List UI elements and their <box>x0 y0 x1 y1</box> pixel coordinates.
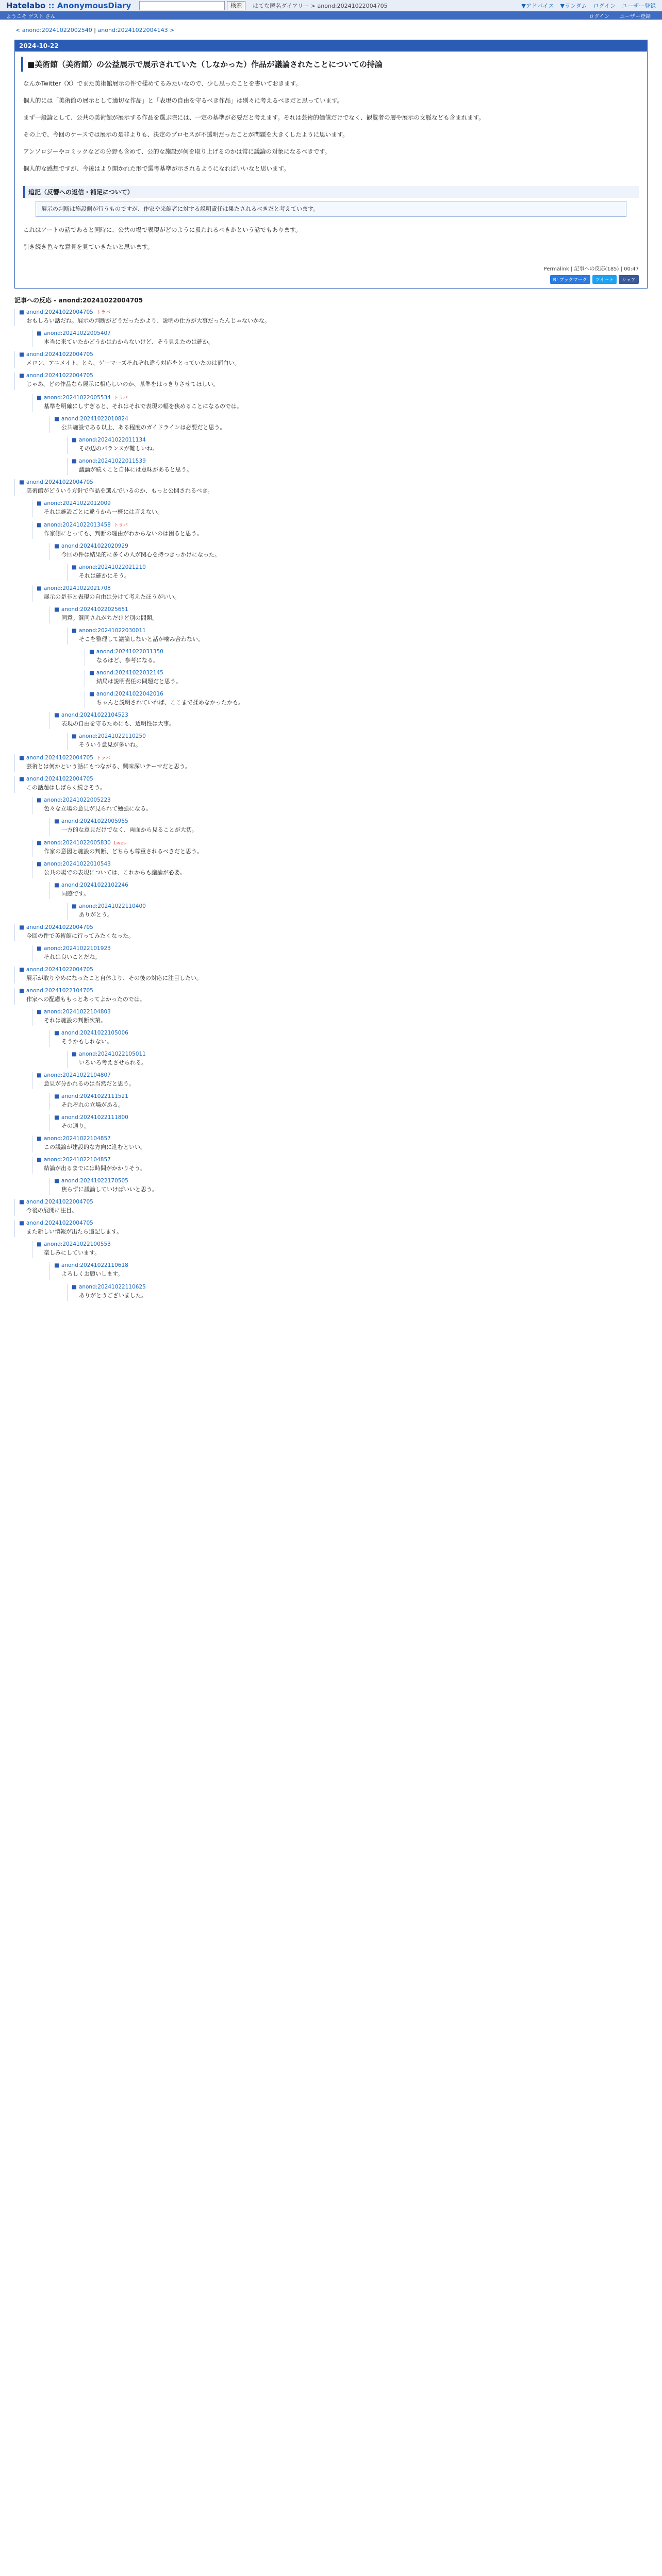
comment-text: それは施設ごとに違うから一概には言えない。 <box>44 508 163 515</box>
comment-text: 展示の是非と表現の自由は分けて考えたほうがいい。 <box>44 593 180 600</box>
bullet-icon: ■ <box>37 1157 42 1163</box>
comment-text: 本当に来ていたかどうかはわからないけど、そう見えたのは確か。 <box>44 338 214 346</box>
bullet-icon: ■ <box>54 712 59 719</box>
bullet-icon: ■ <box>54 1178 59 1184</box>
bullet-icon: ■ <box>37 839 42 846</box>
bullet-icon: ■ <box>19 987 24 994</box>
comment-text: 作家への配慮ももっとあってよかったのでは。 <box>26 995 145 1003</box>
comment-link[interactable]: anond:20241022110625 <box>78 1283 146 1290</box>
bookmark-share-button[interactable]: B! ブックマーク <box>550 275 590 284</box>
comment-tree <box>14 309 648 1300</box>
comment-link[interactable]: anond:20241022025651 <box>61 606 128 613</box>
comment-link[interactable]: anond:20241022110618 <box>61 1262 128 1269</box>
bullet-icon: ■ <box>72 436 77 443</box>
comment-text: 芸術とは何かという話にもつながる、興味深いテーマだと思う。 <box>26 763 191 770</box>
logo-main: Hatelabo <box>6 1 46 10</box>
bullet-icon: ■ <box>89 670 94 676</box>
comment <box>14 967 648 984</box>
comment-link[interactable]: anond:20241022005223 <box>43 797 111 804</box>
top-header <box>0 0 662 11</box>
comment-link[interactable]: anond:20241022004705 <box>26 924 93 930</box>
article-paragraph: これはアートの話であると同時に、公共の場で表現がどのように扱われるべきかという話でもあります。 <box>23 226 302 234</box>
comment-tag: トラバ <box>96 756 110 761</box>
comment-link[interactable]: anond:20241022005534 <box>43 394 111 401</box>
comment <box>14 754 648 772</box>
comment-text: また新しい情報が出たら追記します。 <box>26 1228 123 1235</box>
comment-link[interactable]: anond:20241022020929 <box>61 543 128 549</box>
comment-text: 楽しみにしています。 <box>44 1249 101 1257</box>
comment <box>49 606 648 623</box>
bullet-icon: ■ <box>19 1199 24 1206</box>
header-link-advice[interactable]: ▼アドバイス <box>521 2 554 9</box>
article-title[interactable]: ■美術館（美術館）の公益展示で展示されていた（しなかった）作品が議論されたことについての持論 <box>21 57 641 72</box>
comment-link[interactable]: anond:20241022021708 <box>43 585 111 591</box>
bullet-icon: ■ <box>19 1220 24 1227</box>
comment <box>49 416 648 433</box>
comment <box>49 1030 648 1047</box>
article <box>14 40 648 289</box>
comment <box>14 1220 648 1237</box>
comment-text: 公共施設である以上、ある程度のガイドラインは必要だと思う。 <box>61 423 226 431</box>
comment-text: 今回の件は結果的に多くの人が関心を持つきっかけになった。 <box>61 551 220 558</box>
sub-register-link[interactable]: ユーザー登録 <box>620 13 651 20</box>
article-footer[interactable]: Permalink | 記事への反応(185) | 00:47 <box>543 266 639 273</box>
comment-text: 今後の展開に注目。 <box>26 1207 77 1214</box>
comment-tag: Lives <box>113 840 126 846</box>
welcome-suffix: さん <box>45 13 56 20</box>
bullet-icon: ■ <box>19 309 24 316</box>
comment <box>32 1072 648 1089</box>
comment-text: 一方的な意見だけでなく、両面から見ることが大切。 <box>61 826 197 834</box>
comment-text: それは良いことだね。 <box>44 953 101 960</box>
comment-text: メロン、アニメイト、とら、ゲーマーズそれぞれ違う対応をとっていたのは面白い。 <box>26 360 240 367</box>
comment-link[interactable]: anond:20241022105011 <box>78 1050 146 1057</box>
prev-entry-link[interactable]: < anond:20241022002540 <box>15 27 92 33</box>
bullet-icon: ■ <box>19 351 24 358</box>
comment <box>32 521 648 539</box>
bullet-icon: ■ <box>54 882 59 888</box>
comment <box>14 776 648 793</box>
comment <box>32 1136 648 1153</box>
comment-link[interactable]: anond:20241022004705 <box>26 966 93 973</box>
comment-link[interactable]: anond:20241022030011 <box>78 628 146 634</box>
comment-tag: トラバ <box>113 522 128 528</box>
comment-text: ありがとうございました。 <box>79 1292 147 1299</box>
welcome-user: ゲスト <box>28 13 44 20</box>
bullet-icon: ■ <box>54 1262 59 1269</box>
comment-link[interactable]: anond:20241022042016 <box>96 691 163 698</box>
comment-link[interactable]: anond:20241022005407 <box>43 330 111 337</box>
comment <box>32 1157 648 1174</box>
comment-text: それは確かにそう。 <box>79 572 130 579</box>
article-paragraph: なんかTwitter（X）でまた美術館展示の件で揉めてるみたいなので、少し思ったことを書いておきます。 <box>23 80 302 87</box>
bullet-icon: ■ <box>54 606 59 613</box>
comment-link[interactable]: anond:20241022032145 <box>96 670 163 676</box>
bullet-icon: ■ <box>72 733 77 740</box>
share-buttons <box>15 275 647 288</box>
comment <box>14 351 648 368</box>
comment-link[interactable]: anond:20241022004705 <box>26 1220 93 1227</box>
article-paragraph: その上で、今回のケースでは展示の是非よりも、決定のプロセスが不透明だったことが問題を大きくしたように思います。 <box>23 130 349 138</box>
comment-link[interactable]: anond:20241022011539 <box>78 457 146 464</box>
comment <box>67 564 648 581</box>
sub-bar <box>0 11 662 20</box>
comment-link[interactable]: anond:20241022104857 <box>43 1157 111 1163</box>
comment-link[interactable]: anond:20241022021210 <box>78 564 146 570</box>
header-link-register[interactable]: ユーザー登録 <box>622 2 656 9</box>
bullet-icon: ■ <box>37 500 42 506</box>
bullet-icon: ■ <box>37 945 42 952</box>
comment-link[interactable]: anond:20241022004705 <box>26 372 93 379</box>
bullet-icon: ■ <box>37 797 42 804</box>
comment-text: 今回の件で美術館に行ってみたくなった。 <box>26 932 134 939</box>
article-paragraph: 引き続き色々な意見を見ていきたいと思います。 <box>23 243 154 251</box>
comment <box>49 712 648 729</box>
comment-link[interactable]: anond:20241022170505 <box>61 1178 128 1184</box>
comment <box>32 1009 648 1026</box>
comment-text: 色々な立場の意見が見られて勉強になる。 <box>44 805 152 812</box>
comment <box>32 797 648 814</box>
header-link-login[interactable]: ログイン <box>593 2 616 9</box>
comment <box>85 691 648 708</box>
comment-text: そういう意見が多いね。 <box>79 741 141 749</box>
bullet-icon: ■ <box>54 543 59 549</box>
logo-sub: AnonymousDiary <box>57 1 131 10</box>
comment-link[interactable]: anond:20241022102246 <box>61 882 128 888</box>
comment <box>67 628 648 645</box>
next-entry-link[interactable]: anond:20241022004143 > <box>97 27 175 33</box>
comment <box>49 818 648 835</box>
prev-next-nav: < anond:20241022002540 | anond:20241022004143 > <box>15 27 175 33</box>
comment <box>49 1093 648 1110</box>
bullet-icon: ■ <box>37 1008 42 1015</box>
comment-text: よろしくお願いします。 <box>61 1270 124 1278</box>
bullet-icon: ■ <box>37 585 42 591</box>
comment <box>49 543 648 560</box>
comment-link[interactable]: anond:20241022110400 <box>78 903 146 909</box>
comment-link[interactable]: anond:20241022110250 <box>78 733 146 740</box>
comment-text: 同感です。 <box>61 890 90 897</box>
bullet-icon: ■ <box>72 903 77 909</box>
comment <box>32 500 648 517</box>
comment <box>14 372 648 389</box>
comment-text: 作家側にとっても、判断の理由がわからないのは困ると思う。 <box>44 530 203 537</box>
comment-link[interactable]: anond:20241022004705 <box>26 351 93 358</box>
bullet-icon: ■ <box>37 860 42 867</box>
comment <box>32 330 648 347</box>
comment-link[interactable]: anond:20241022104523 <box>61 712 128 719</box>
comment-link[interactable]: anond:20241022104857 <box>43 1136 111 1142</box>
comment-link[interactable]: anond:20241022104705 <box>26 987 93 994</box>
comment-text: この議論が建設的な方向に進むといい。 <box>44 1144 146 1151</box>
comment <box>14 479 648 496</box>
comment-link[interactable]: anond:20241022100553 <box>43 1241 111 1248</box>
bullet-icon: ■ <box>54 1093 59 1100</box>
comment-text: 議論が続くこと自体には意味があると思う。 <box>79 466 192 473</box>
responses-title: 記事への反応 - anond:20241022004705 <box>14 297 143 304</box>
bullet-icon: ■ <box>54 415 59 422</box>
comment-link[interactable]: anond:20241022105006 <box>61 1029 128 1036</box>
article-body <box>15 75 647 183</box>
bullet-icon: ■ <box>19 924 24 930</box>
bullet-icon: ■ <box>72 564 77 570</box>
bullet-icon: ■ <box>37 394 42 401</box>
bullet-icon: ■ <box>37 1136 42 1142</box>
sub-login-link[interactable]: ログイン <box>589 13 609 20</box>
article-body-after <box>15 221 647 261</box>
comment <box>49 1262 648 1279</box>
bullet-icon: ■ <box>72 1050 77 1057</box>
facebook-share-button[interactable]: シェア <box>619 275 639 284</box>
comment-link[interactable]: anond:20241022104803 <box>43 1008 111 1015</box>
bullet-icon: ■ <box>19 372 24 379</box>
welcome-prefix: ようこそ <box>6 13 27 20</box>
comment <box>32 585 648 602</box>
comment <box>14 1199 648 1216</box>
comment-text: 公共の場での表現については、これからも議論が必要。 <box>44 869 186 876</box>
tweet-share-button[interactable]: ツイート <box>592 275 617 284</box>
comment <box>67 1051 648 1068</box>
bullet-icon: ■ <box>19 776 24 783</box>
article-paragraph: まず一般論として、公共の美術館が展示する作品を選ぶ際には、一定の基準が必要だと考えます。それは芸術的価値だけでなく、観覧者の層や展示の文脈なども含まれます。 <box>23 113 485 121</box>
comment-link[interactable]: anond:20241022104807 <box>43 1072 111 1079</box>
comment-text: それぞれの立場がある。 <box>61 1101 124 1109</box>
comment-link[interactable]: anond:20241022013458 <box>43 521 111 528</box>
comment-link[interactable]: anond:20241022004705 <box>26 755 93 761</box>
comment <box>67 437 648 454</box>
comment-text: 美術館がどういう方針で作品を選んでいるのか、もっと公開されるべき。 <box>26 487 213 494</box>
bullet-icon: ■ <box>72 457 77 464</box>
bullet-icon: ■ <box>89 691 94 698</box>
comment <box>32 840 648 857</box>
comment-link[interactable]: anond:20241022010543 <box>43 860 111 867</box>
comment <box>49 882 648 899</box>
comment-text: いろいろ考えさせられる。 <box>79 1059 147 1066</box>
bullet-icon: ■ <box>19 966 24 973</box>
comment-text: その通り。 <box>61 1123 90 1130</box>
comment-text: 結局は説明責任の問題だと思う。 <box>96 678 181 685</box>
bullet-icon: ■ <box>54 818 59 825</box>
comment-text: 焦らずに議論していけばいいと思う。 <box>61 1186 158 1193</box>
comment <box>49 1178 648 1195</box>
search-input[interactable] <box>139 1 225 10</box>
comment <box>32 394 648 412</box>
comment-link[interactable]: anond:20241022004705 <box>26 776 93 783</box>
comment-link[interactable]: anond:20241022005830 <box>43 839 111 846</box>
bullet-icon: ■ <box>37 521 42 528</box>
blockquote: 展示の判断は施設側が行うものですが、作家や来館者に対する説明責任は果たされるべきだと考えています。 <box>36 201 626 217</box>
comment <box>32 1241 648 1258</box>
comment <box>14 309 648 326</box>
bullet-icon: ■ <box>37 1072 42 1079</box>
comment-link[interactable]: anond:20241022012009 <box>43 500 111 506</box>
comment <box>49 1114 648 1131</box>
bullet-icon: ■ <box>72 628 77 634</box>
comment-link[interactable]: anond:20241022111521 <box>61 1093 128 1100</box>
bullet-icon: ■ <box>89 649 94 655</box>
header-links <box>521 2 656 10</box>
header-link-random[interactable]: ▼ランダム <box>560 2 587 9</box>
comment-text: 表現の自由を守るためにも、透明性は大事。 <box>61 720 175 727</box>
bullet-icon: ■ <box>72 1283 77 1290</box>
bullet-icon: ■ <box>54 1114 59 1121</box>
comment-text: 作家の意図と施設の判断、どちらも尊重されるべきだと思う。 <box>44 848 203 855</box>
comment-text: なるほど、参考になる。 <box>96 657 159 664</box>
addendum-heading: 追記（反響への返信・補足について） <box>23 186 639 198</box>
comment <box>67 733 648 750</box>
comment-text: それは施設の判断次第。 <box>44 1016 106 1024</box>
comment-tag: トラバ <box>113 395 128 401</box>
comment-text: 結論が出るまでには時間がかかりそう。 <box>44 1165 146 1172</box>
breadcrumb: はてな匿名ダイアリー > anond:20241022004705 <box>253 2 388 9</box>
comment-text: 同意。混同されがちだけど別の問題。 <box>61 615 158 621</box>
comment-text: 基準を明確にしすぎると、それはそれで表現の幅を狭めることになるのでは。 <box>44 402 242 410</box>
comment-text: 展示が取りやめになったこと自体より、その後の対応に注目したい。 <box>26 974 202 981</box>
comment <box>85 670 648 687</box>
comment <box>32 945 648 962</box>
comment-tag: トラバ <box>96 310 110 316</box>
comment <box>67 458 648 475</box>
comment-link[interactable]: anond:20241022005955 <box>61 818 128 825</box>
article-paragraph: アンソロジーやコミックなどの分野も含めて、公的な施設が何を取り上げるのかは常に議論の対象になるべきです。 <box>23 147 331 155</box>
bullet-icon: ■ <box>37 1241 42 1248</box>
search-button[interactable]: 検索 <box>227 1 245 10</box>
comment-link[interactable]: anond:20241022031350 <box>96 649 163 655</box>
comment-link[interactable]: anond:20241022004705 <box>26 309 93 316</box>
comment-link[interactable]: anond:20241022004705 <box>26 1199 93 1206</box>
comment-link[interactable]: anond:20241022010824 <box>61 415 128 422</box>
comment <box>14 924 648 941</box>
comment-text: ちゃんと説明されていれば、ここまで揉めなかったかも。 <box>96 699 244 706</box>
comment-link[interactable]: anond:20241022111800 <box>61 1114 128 1121</box>
comment-text: その辺のバランスが難しいね。 <box>79 445 158 452</box>
comment <box>32 861 648 878</box>
comment <box>14 988 648 1005</box>
comment-text: そこを整理して議論しないと話が噛み合わない。 <box>79 636 204 643</box>
bullet-icon: ■ <box>37 330 42 337</box>
article-paragraph: 個人的な感想ですが、今後はより開かれた形で選考基準が示されるようになればいいなと思います。 <box>23 164 290 172</box>
bullet-icon: ■ <box>19 755 24 761</box>
comment <box>67 903 648 920</box>
comment-link[interactable]: anond:20241022101923 <box>43 945 111 952</box>
comment-text: ありがとう。 <box>79 911 113 918</box>
comment-text: この話題はしばらく続きそう。 <box>26 784 106 791</box>
comment-text: 意見が分かれるのは当然だと思う。 <box>44 1080 135 1088</box>
comment-text: じゃあ、どの作品なら展示に相応しいのか、基準をはっきりさせてほしい。 <box>26 381 219 388</box>
article-date: 2024-10-22 <box>15 40 647 52</box>
bullet-icon: ■ <box>19 479 24 485</box>
article-paragraph: 個人的には「美術館の展示として適切な作品」と「表現の自由を守るべき作品」は別々に考えるべきだと思っています。 <box>23 96 343 104</box>
comment <box>85 649 648 666</box>
comment-text: そうかもしれない。 <box>61 1038 112 1045</box>
bullet-icon: ■ <box>54 1029 59 1036</box>
comment-text: おもしろい話だね。展示の判断がどうだったかより、説明の仕方が大事だったんじゃないかな。 <box>26 317 270 325</box>
comment-link[interactable]: anond:20241022011134 <box>78 436 146 443</box>
comment <box>67 1284 648 1301</box>
site-logo[interactable]: Hatelabo :: AnonymousDiary <box>6 1 131 10</box>
comment-link[interactable]: anond:20241022004705 <box>26 479 93 485</box>
